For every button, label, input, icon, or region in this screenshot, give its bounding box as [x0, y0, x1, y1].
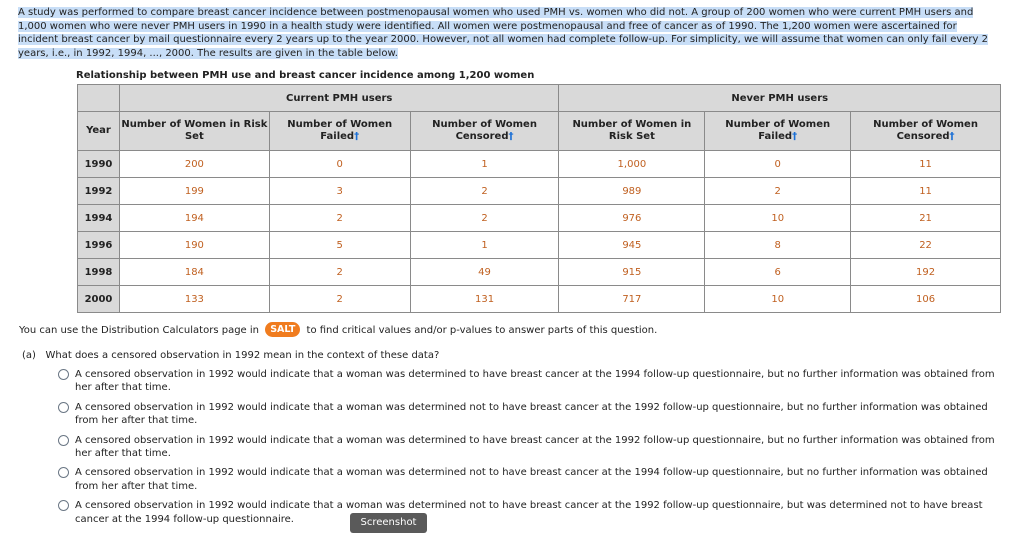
col-never-risk: Number of Women in Risk Set [559, 112, 705, 151]
table-row [78, 259, 1001, 286]
dagger-link[interactable]: † [949, 131, 955, 142]
value-cell: 190 [119, 232, 269, 259]
question-text: What does a censored observation in 1992 mean in the context of these data? [45, 350, 440, 361]
value-cell: 2 [269, 259, 410, 286]
value-cell: 915 [559, 259, 705, 286]
problem-intro [18, 6, 990, 60]
value-cell: 2 [269, 286, 410, 313]
value-cell: 8 [705, 232, 851, 259]
answer-option[interactable] [58, 499, 998, 526]
question-label: (a) [22, 350, 36, 361]
col-current-failed: Number of Women Failed† [269, 112, 410, 151]
value-cell: 0 [269, 151, 410, 178]
option-text: A censored observation in 1992 would indicate that a woman was determined not to have breast cancer at the 1992 follow-up questionnaire, but no further information was obtained from her after that time. [75, 401, 988, 427]
group-never-header: Never PMH users [559, 85, 1001, 112]
value-cell: 5 [269, 232, 410, 259]
table-caption: Relationship between PMH use and breast cancer incidence among 1,200 women [76, 70, 535, 81]
salt-before-text: You can use the Distribution Calculators page in [19, 325, 259, 336]
value-cell: 11 [851, 151, 1001, 178]
dagger-link[interactable]: † [508, 131, 514, 142]
corner-cell [78, 85, 120, 112]
radio-button[interactable] [58, 467, 69, 478]
value-cell: 133 [119, 286, 269, 313]
intro-text: A study was performed to compare breast cancer incidence between postmenopausal women who used PMH vs. women who did not. A group of 200 women who were current PMH users and 1,000 women who were never PMH users in 1990 in a health study were identified. All women were postmenopausal and free of cancer as of 1990. The 1,200 women were ascertained for incident breast cancer by mail questionnaire every 2 years up to the year 2000. However, not all women had complete follow-up. For simplicity, we will assume that women can only fail every 2 years, i.e., in 1992, 1994, ..., 2000. The results are given in the table below. [18, 7, 988, 59]
salt-button[interactable]: SALT [265, 322, 300, 337]
value-cell: 194 [119, 205, 269, 232]
option-text: A censored observation in 1992 would indicate that a woman was determined to have breast cancer at the 1994 follow-up questionnaire, but no further information was obtained from her after that time. [75, 369, 995, 394]
salt-line [19, 322, 657, 337]
value-cell: 989 [559, 178, 705, 205]
value-cell: 199 [119, 178, 269, 205]
dagger-link[interactable]: † [792, 131, 798, 142]
value-cell: 192 [851, 259, 1001, 286]
value-cell: 200 [119, 151, 269, 178]
value-cell: 11 [851, 178, 1001, 205]
value-cell: 49 [410, 259, 559, 286]
col-never-failed: Number of Women Failed† [705, 112, 851, 151]
year-cell: 2000 [78, 286, 120, 313]
screenshot-button[interactable]: Screenshot [350, 513, 427, 533]
value-cell: 1,000 [559, 151, 705, 178]
radio-button[interactable] [58, 369, 69, 380]
option-text: A censored observation in 1992 would indicate that a woman was determined not to have breast cancer at the 1992 follow-up questionnaire, but was determined not to have breast cancer at the 1994 follow-up questionnaire. [75, 500, 983, 525]
value-cell: 2 [705, 178, 851, 205]
value-cell: 22 [851, 232, 1001, 259]
value-cell: 10 [705, 205, 851, 232]
value-cell: 10 [705, 286, 851, 313]
value-cell: 717 [559, 286, 705, 313]
table-row [78, 151, 1001, 178]
value-cell: 0 [705, 151, 851, 178]
radio-button[interactable] [58, 402, 69, 413]
col-never-censored: Number of Women Censored† [851, 112, 1001, 151]
pmh-table [77, 84, 1001, 313]
answer-option[interactable] [58, 401, 998, 428]
year-cell: 1996 [78, 232, 120, 259]
value-cell: 3 [269, 178, 410, 205]
answer-option[interactable] [58, 434, 998, 461]
answer-options [58, 368, 998, 532]
col-current-censored: Number of Women Censored† [410, 112, 559, 151]
value-cell: 106 [851, 286, 1001, 313]
table-row [78, 232, 1001, 259]
radio-button[interactable] [58, 435, 69, 446]
year-cell: 1994 [78, 205, 120, 232]
radio-button[interactable] [58, 500, 69, 511]
salt-after-text: to find critical values and/or p-values to answer parts of this question. [306, 325, 658, 336]
option-text: A censored observation in 1992 would indicate that a woman was determined to have breast cancer at the 1992 follow-up questionnaire, but no further information was obtained from her after that time. [75, 434, 995, 460]
table-row [78, 286, 1001, 313]
value-cell: 945 [559, 232, 705, 259]
answer-option[interactable] [58, 368, 998, 395]
option-text: A censored observation in 1992 would indicate that a woman was determined not to have breast cancer at the 1994 follow-up questionnaire, but no further information was obtained from her after that time. [75, 467, 988, 492]
year-cell: 1990 [78, 151, 120, 178]
year-header: Year [78, 112, 120, 151]
table-row [78, 178, 1001, 205]
year-cell: 1992 [78, 178, 120, 205]
year-cell: 1998 [78, 259, 120, 286]
col-current-risk: Number of Women in Risk Set [119, 112, 269, 151]
group-current-header: Current PMH users [119, 85, 558, 112]
value-cell: 6 [705, 259, 851, 286]
value-cell: 184 [119, 259, 269, 286]
value-cell: 2 [269, 205, 410, 232]
value-cell: 976 [559, 205, 705, 232]
value-cell: 21 [851, 205, 1001, 232]
value-cell: 2 [410, 178, 559, 205]
value-cell: 1 [410, 151, 559, 178]
value-cell: 2 [410, 205, 559, 232]
value-cell: 131 [410, 286, 559, 313]
question-a [22, 350, 439, 361]
answer-option[interactable] [58, 466, 998, 493]
dagger-link[interactable]: † [354, 131, 360, 142]
table-row [78, 205, 1001, 232]
value-cell: 1 [410, 232, 559, 259]
